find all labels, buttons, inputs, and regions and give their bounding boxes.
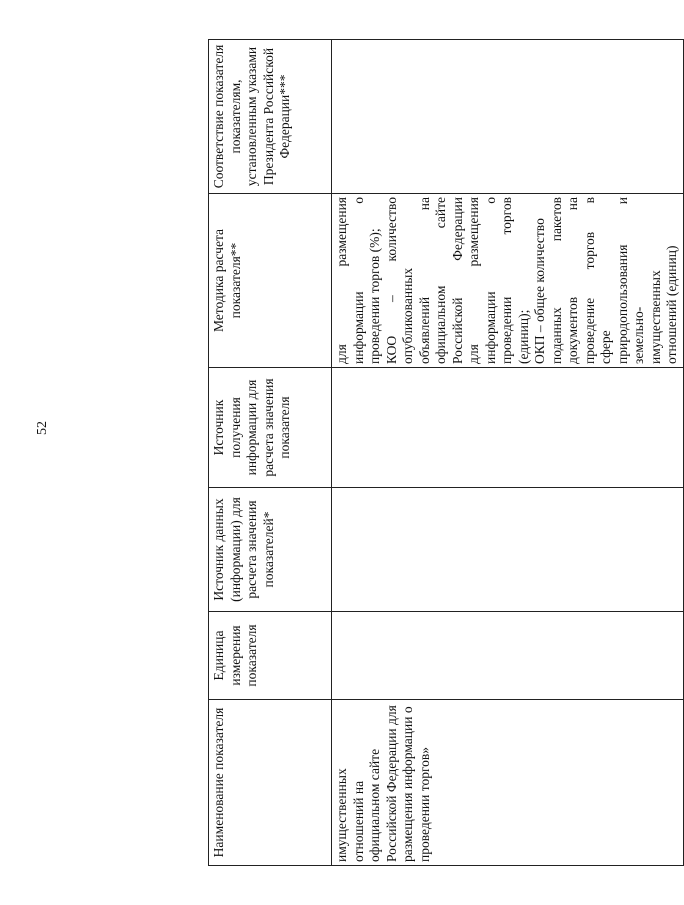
method-line: информации о bbox=[350, 197, 366, 364]
method-line: имущественных bbox=[647, 270, 663, 364]
method-line: проведение торгов в bbox=[581, 197, 597, 364]
rotated-table-wrapper bbox=[208, 40, 679, 866]
method-line: для размещения bbox=[466, 197, 481, 364]
method-line: опубликованных bbox=[400, 267, 415, 364]
table-row bbox=[332, 40, 684, 866]
header-data-source: Источник данных (информации) для расчета значения показателей* bbox=[209, 488, 332, 612]
indicator-table bbox=[208, 39, 684, 866]
method-line: КОО – количество bbox=[383, 197, 399, 364]
method-line: сфере bbox=[598, 330, 613, 364]
header-method: Методика расчета показателя** bbox=[209, 194, 332, 368]
header-compliance: Соответствие показателя показателям, установленным указами Президента Российской Федерации*** bbox=[209, 40, 332, 194]
method-line: объявлений на bbox=[416, 197, 432, 364]
header-info-source: Источник получения информации для расчета значения показателя bbox=[209, 368, 332, 488]
method-line: природопользования и bbox=[614, 197, 630, 364]
method-line: информации о bbox=[482, 197, 498, 364]
method-line: отношений (единиц) bbox=[664, 245, 679, 364]
method-line: земельно- bbox=[631, 306, 646, 364]
page-number: 52 bbox=[35, 421, 50, 435]
cell-info-source bbox=[332, 368, 684, 488]
method-line: ОКП – общее количество bbox=[532, 218, 547, 364]
cell-method bbox=[332, 194, 684, 368]
cell-unit bbox=[332, 612, 684, 700]
header-row bbox=[209, 40, 332, 866]
method-line: документов на bbox=[565, 197, 580, 364]
method-line: проведении торгов bbox=[499, 197, 514, 364]
method-line: проведении торгов (%); bbox=[367, 228, 382, 364]
cell-compliance bbox=[332, 40, 684, 194]
method-line: (единиц); bbox=[515, 309, 531, 364]
method-line: поданных пакетов bbox=[548, 197, 564, 364]
method-line: официальном сайте bbox=[433, 197, 448, 364]
header-unit: Единица измерения показателя bbox=[209, 612, 332, 700]
method-line: Российской Федерации bbox=[449, 197, 465, 364]
cell-indicator-name: имущественных отношений на официальном сайте Российской Федерации для размещения информации о проведении торгов» bbox=[332, 700, 684, 866]
header-indicator-name: Наименование показателя bbox=[209, 700, 332, 866]
cell-data-source bbox=[332, 488, 684, 612]
method-line: для размещения bbox=[334, 197, 349, 364]
